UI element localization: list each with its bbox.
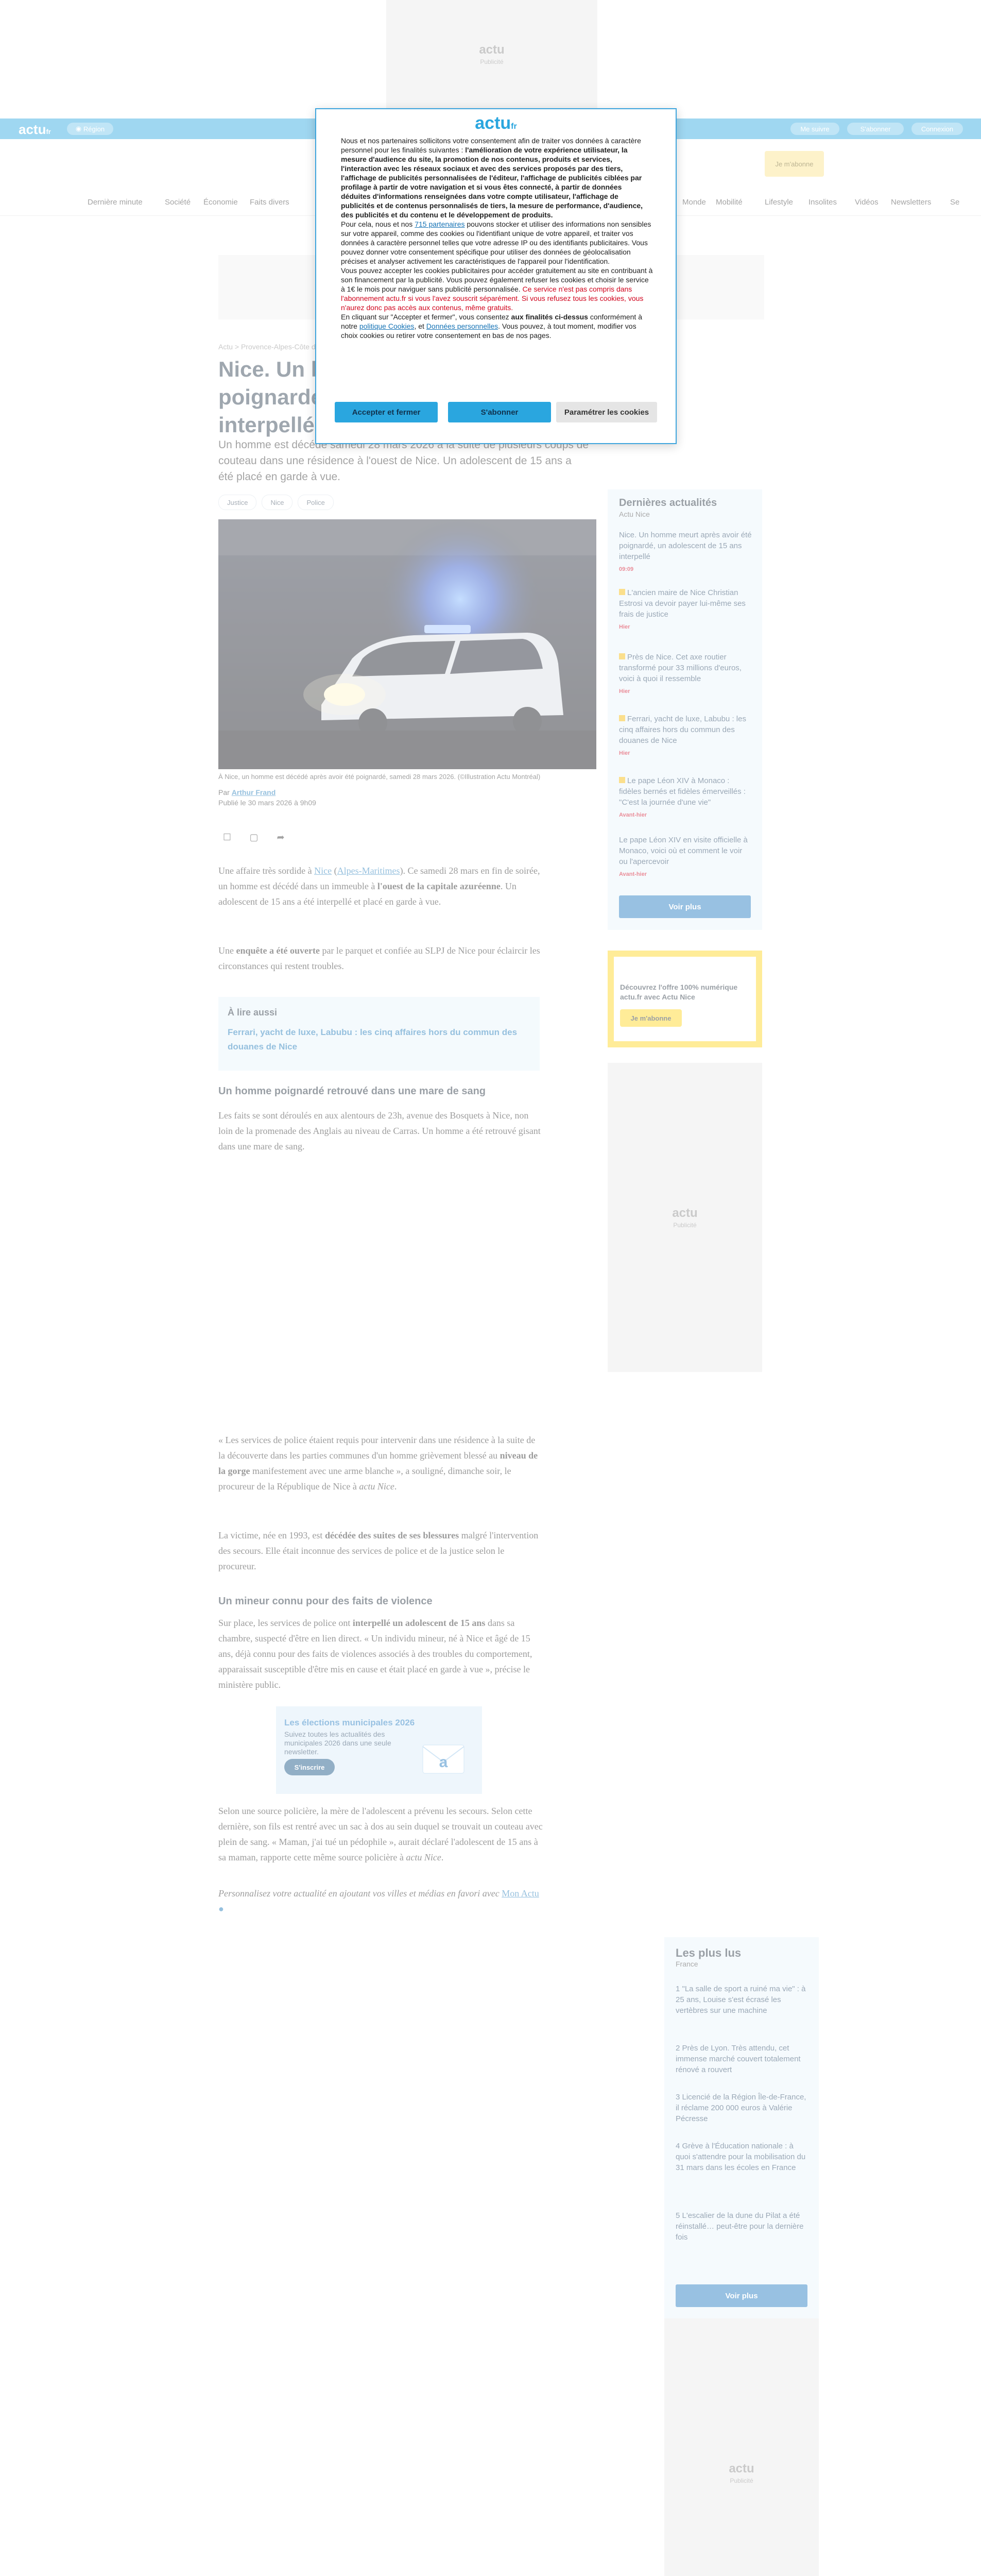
personal-data-link[interactable]: Données personnelles xyxy=(426,322,498,330)
partners-link[interactable]: 715 partenaires xyxy=(415,220,465,228)
cookie-consent-modal xyxy=(315,108,677,444)
cookie-policy-link[interactable]: politique Cookies xyxy=(359,322,415,330)
cookie-settings-button[interactable]: Paramétrer les cookies xyxy=(556,402,657,422)
consent-subscribe-button[interactable]: S'abonner xyxy=(448,402,551,422)
consent-text: Nous et nos partenaires sollicitons votre consentement afin de traiter vos données à caractère personnel pour les finalités suivantes : l'amélioration de votre expérience utilisateur, la mesure d'audience du site, la promotion de nos contenus, produits et services, l'interaction avec les réseaux sociaux et avec des services proposés par des tiers, l'affichage de publicités personnalisées de l'éditeur, l'affichage de publicités ciblées par profilage à partir de votre navigation et si vous êtes connecté, à partir de données déduites d'informations renseignées dans votre compte utilisateur, l'affichage de publicités et de contenus personnalisés de tiers, la mesure de performance, d'audience, des publicités et du contenu et le développement de produits. Pour cela, nous et nos 715 partenaires pouvons stocker et utiliser des informations non sensibles sur votre appareil, comme des cookies ou l'identifiant unique de votre appareil, et traiter vos données à caractère personnel telles que votre adresse IP ou des identifiants publicitaires. Vous pouvez donner votre consentement spécifique pour utiliser des données de géolocalisation précises et analyser activement les caractéristiques de l'appareil pour l'identification. Vous pouvez accepter les cookies publicitaires pour accéder gratuitement au site en contribuant à son financement par la publicité. Vous pouvez également refuser les cookies et choisir le service à 1€ le mois pour naviguer sans publicité personnalisée. Ce service n'est pas compris dans l'abonnement actu.fr si vous l'avez souscrit séparément. Si vous refusez tous les cookies, vous n'aurez donc pas accès aux contenus, même gratuits. En cliquant sur "Accepter et fermer", vous consentez aux finalités ci-dessus conformément à notre politique Cookies, et Données personnelles. Vous pouvez, à tout moment, modifier vos choix cookies ou retirer votre consentement en bas de nos pages. xyxy=(341,137,653,340)
consent-logo: actufr xyxy=(475,113,517,133)
accept-and-close-button[interactable]: Accepter et fermer xyxy=(335,402,438,422)
